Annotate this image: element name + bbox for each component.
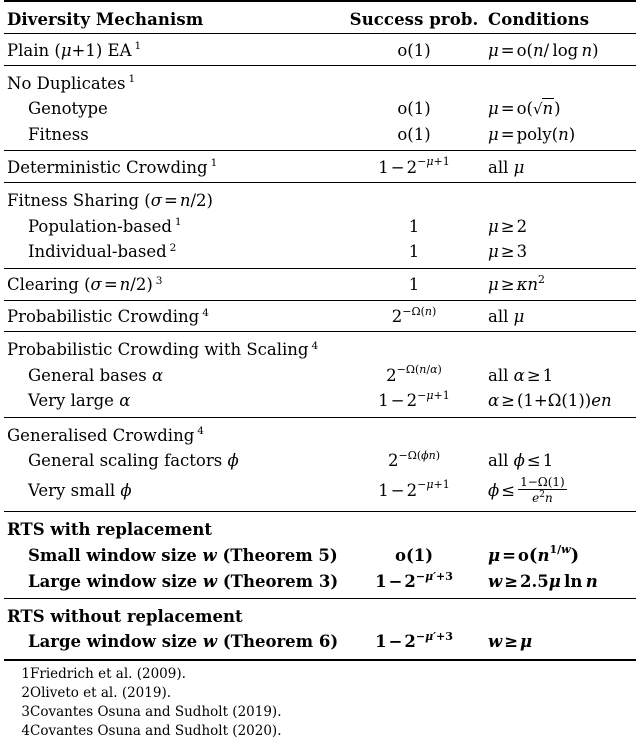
row-prob-general-scaling-factors: $2^{-\Omega(\phi n)}$	[387, 448, 441, 471]
footnote-item	[4, 665, 636, 684]
table-row	[4, 153, 636, 182]
row-label-clearing: Clearing (σ = n/2) $^3$	[7, 274, 163, 295]
row-cond-general-scaling-factors: all ϕ ≤ 1	[488, 451, 554, 471]
table-row	[4, 185, 636, 213]
footnote-item	[4, 722, 636, 741]
table-row	[4, 96, 636, 122]
table-row	[4, 334, 636, 362]
table-row	[4, 214, 636, 239]
table-row	[4, 448, 636, 473]
row-prob-prob-crowding-scaling	[344, 334, 484, 362]
row-prob-very-large-alpha: $1 - 2^{-\mu+1}$	[378, 388, 450, 411]
row-prob-small-window: o(1)	[394, 545, 434, 565]
row-label-general-bases: General bases α	[28, 365, 164, 385]
row-prob-clearing: 1	[408, 275, 420, 295]
row-label-probabilistic-crowding: Probabilistic Crowding $^4$	[7, 306, 209, 326]
row-cond-plain-ea: μ = o(n/ log n)	[488, 40, 599, 60]
table-row	[4, 629, 636, 657]
table-row	[4, 303, 636, 332]
row-label-genotype: Genotype	[28, 99, 108, 119]
row-prob-rts-with-replacement	[344, 514, 484, 542]
row-label-large-window-thm3: Large window size w (Theorem 3)	[28, 572, 339, 592]
row-prob-rts-without-replacement	[344, 601, 484, 629]
row-label-prob-crowding-scaling: Probabilistic Crowding with Scaling $^4$	[7, 339, 319, 360]
row-label-plain-ea: Plain (μ+1) EA $^1$	[7, 40, 142, 60]
footnote-number: 2	[21, 684, 30, 701]
table-row	[4, 388, 636, 417]
row-cond-prob-crowding-scaling	[484, 334, 636, 362]
table-header-row	[4, 7, 636, 34]
row-cond-probabilistic-crowding: all μ	[488, 307, 525, 326]
row-label-rts-without-replacement: RTS without replacement	[7, 606, 243, 626]
row-cond-very-large-alpha: α ≥ (1+Ω(1))en	[488, 391, 612, 411]
row-cond-fitness: μ = poly(n)	[488, 124, 576, 144]
row-label-deterministic-crowding: Deterministic Crowding $^1$	[7, 157, 218, 177]
row-prob-fitness-sharing	[344, 185, 484, 213]
row-cond-rts-without-replacement	[484, 601, 636, 629]
table-row	[4, 68, 636, 96]
row-prob-probabilistic-crowding: $2^{-\Omega(n)}$	[391, 304, 437, 326]
row-prob-generalised-crowding	[344, 420, 484, 448]
footnotes-list	[4, 665, 636, 741]
row-prob-general-bases: $2^{-\Omega(n/\alpha)}$	[386, 363, 442, 385]
table-row	[4, 36, 636, 65]
row-prob-deterministic-crowding: $1 - 2^{-\mu+1}$	[378, 155, 450, 177]
table-row	[4, 122, 636, 151]
row-prob-individual-based: 1	[408, 242, 420, 262]
table-row	[4, 239, 636, 268]
table-row	[4, 363, 636, 388]
footnote-item	[4, 684, 636, 703]
row-cond-population-based: μ ≥ 2	[488, 216, 528, 236]
row-cond-generalised-crowding	[484, 420, 636, 448]
diversity-mechanism-table	[4, 0, 636, 661]
row-prob-plain-ea: o(1)	[397, 40, 431, 60]
row-label-very-small-phi: Very small ϕ	[28, 480, 132, 500]
row-cond-large-window-thm6: w ≥ μ	[488, 632, 533, 652]
column-header-success-prob: Success prob.	[349, 10, 479, 29]
row-prob-genotype: o(1)	[397, 99, 431, 119]
row-cond-genotype: μ = o(√n)	[488, 99, 561, 119]
row-cond-general-bases: all α ≥ 1	[488, 365, 554, 385]
row-cond-fitness-sharing	[484, 185, 636, 213]
row-label-very-large-alpha: Very large α	[28, 391, 131, 411]
table-row	[4, 271, 636, 300]
footnote-text: Friedrich et al. (2009).	[30, 665, 186, 682]
row-label-large-window-thm6: Large window size w (Theorem 6)	[28, 632, 339, 652]
row-cond-rts-with-replacement	[484, 514, 636, 542]
column-header-conditions: Conditions	[488, 10, 590, 29]
row-label-rts-with-replacement: RTS with replacement	[7, 519, 213, 539]
row-label-general-scaling-factors: General scaling factors ϕ	[28, 451, 239, 471]
footnote-text: Covantes Osuna and Sudholt (2019).	[30, 703, 282, 720]
row-cond-clearing: $\mu \ge \kappa n^2$	[488, 272, 546, 295]
row-prob-large-window-thm6: $1 - 2^{-\mu'+3}$	[375, 629, 453, 652]
row-label-no-duplicates: No Duplicates $^1$	[7, 73, 136, 93]
footnote-number: 3	[21, 703, 30, 720]
row-cond-individual-based: μ ≥ 3	[488, 242, 528, 262]
table-row	[4, 514, 636, 542]
footnote-text: Covantes Osuna and Sudholt (2020).	[30, 723, 282, 740]
row-cond-large-window-thm3: w ≥ 2.5μ ln n	[488, 572, 598, 592]
row-prob-large-window-thm3: $1 - 2^{-\mu'+3}$	[375, 569, 453, 592]
row-label-fitness-sharing: Fitness Sharing (σ = n/2)	[7, 191, 213, 211]
table-row	[4, 420, 636, 448]
row-prob-population-based: 1	[408, 216, 420, 236]
row-label-small-window: Small window size w (Theorem 5)	[28, 545, 338, 565]
row-label-fitness: Fitness	[28, 124, 89, 144]
row-cond-deterministic-crowding: all μ	[488, 157, 525, 177]
table-row	[4, 569, 636, 598]
row-label-generalised-crowding: Generalised Crowding $^4$	[7, 425, 204, 445]
row-label-individual-based: Individual-based $^2$	[28, 241, 177, 262]
footnote-number: 4	[21, 723, 30, 740]
footnote-item	[4, 703, 636, 722]
row-prob-no-duplicates	[344, 68, 484, 96]
row-cond-very-small-phi: ϕ ≤ $\frac{1-\Omega(1)}{e^2n}$	[488, 474, 565, 506]
row-label-population-based: Population-based $^1$	[28, 216, 182, 236]
column-header-mechanism: Diversity Mechanism	[7, 10, 204, 29]
table-row	[4, 542, 636, 569]
table-row	[4, 474, 636, 511]
row-prob-fitness: o(1)	[397, 124, 431, 144]
table-row	[4, 601, 636, 629]
row-prob-very-small-phi: $1 - 2^{-\mu+1}$	[378, 478, 450, 500]
row-cond-small-window: $\mu = o(n^{1/w})$	[488, 543, 580, 566]
footnote-number: 1	[21, 665, 30, 682]
footnote-text: Oliveto et al. (2019).	[30, 684, 171, 701]
row-cond-no-duplicates	[484, 68, 636, 96]
